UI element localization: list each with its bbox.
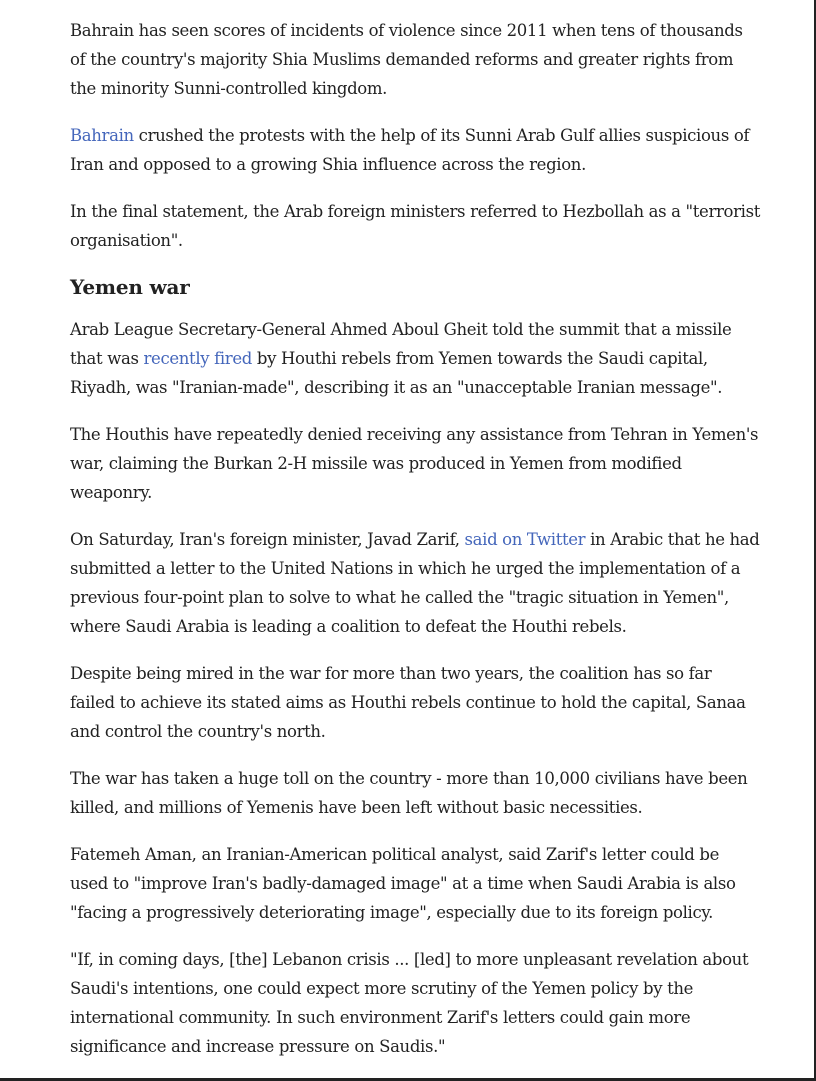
paragraph-text: in Arabic that he had submitted a letter to the United Nations in which he urged the implementation of a previous four-point plan to solve to what he called the "tragic situation in Yemen", where Saudi Arabia is leading a coalition to defeat the Houthi rebels. xyxy=(70,530,760,636)
article-body xyxy=(70,16,760,1079)
said-on-twitter-link[interactable]: said on Twitter xyxy=(464,530,586,549)
paragraph-war-toll: The war has taken a huge toll on the country - more than 10,000 civilians have been killed, and millions of Yemenis have been left without basic necessities. xyxy=(70,769,748,817)
bahrain-link[interactable]: Bahrain xyxy=(70,126,134,145)
paragraph-arab-league xyxy=(70,315,760,402)
paragraph-text: crushed the protests with the help of its Sunni Arab Gulf allies suspicious of Iran and opposed to a growing Shia influence across the region. xyxy=(70,126,750,174)
paragraph-coalition-war: Despite being mired in the war for more than two years, the coalition has so far failed to achieve its stated aims as Houthi rebels continue to hold the capital, Sanaa and control the country's north. xyxy=(70,664,746,741)
paragraph-text: On Saturday, Iran's foreign minister, Javad Zarif, xyxy=(70,530,465,549)
recently-fired-link[interactable]: recently fired xyxy=(143,349,252,368)
section-heading-yemen-war: Yemen war xyxy=(70,275,190,299)
paragraph-text: by Houthi rebels from Yemen towards the Saudi capital, Riyadh, was "Iranian-made", describing it as an "unacceptable Iranian message". xyxy=(70,349,723,397)
paragraph-quote-lebanon: "If, in coming days, [the] Lebanon crisis ... [led] to more unpleasant revelation about Saudi's intentions, one could expect more scrutiny of the Yemen policy by the international community. In such environment Zarif's letters could gain more significance and increase pressure on Saudis." xyxy=(70,950,749,1056)
paragraph-text: Arab League Secretary-General Ahmed Aboul Gheit told the summit that a missile that was xyxy=(70,320,732,368)
paragraph-bahrain-crushed xyxy=(70,121,760,179)
paragraph-bahrain-violence: Bahrain has seen scores of incidents of violence since 2011 when tens of thousands of the country's majority Shia Muslims demanded reforms and greater rights from the minority Sunni-controlled kingdom. xyxy=(70,21,743,98)
paragraph-houthis-denied: The Houthis have repeatedly denied receiving any assistance from Tehran in Yemen's war, claiming the Burkan 2-H missile was produced in Yemen from modified weaponry. xyxy=(70,425,759,502)
paragraph-fatemeh-aman: Fatemeh Aman, an Iranian-American political analyst, said Zarif's letter could be used to "improve Iran's badly-damaged image" at a time when Saudi Arabia is also "facing a progressively deteriorating image", especially due to its foreign policy. xyxy=(70,845,736,922)
paragraph-zarif-twitter xyxy=(70,525,760,641)
paragraph-final-statement: In the final statement, the Arab foreign ministers referred to Hezbollah as a "terrorist organisation". xyxy=(70,202,760,250)
